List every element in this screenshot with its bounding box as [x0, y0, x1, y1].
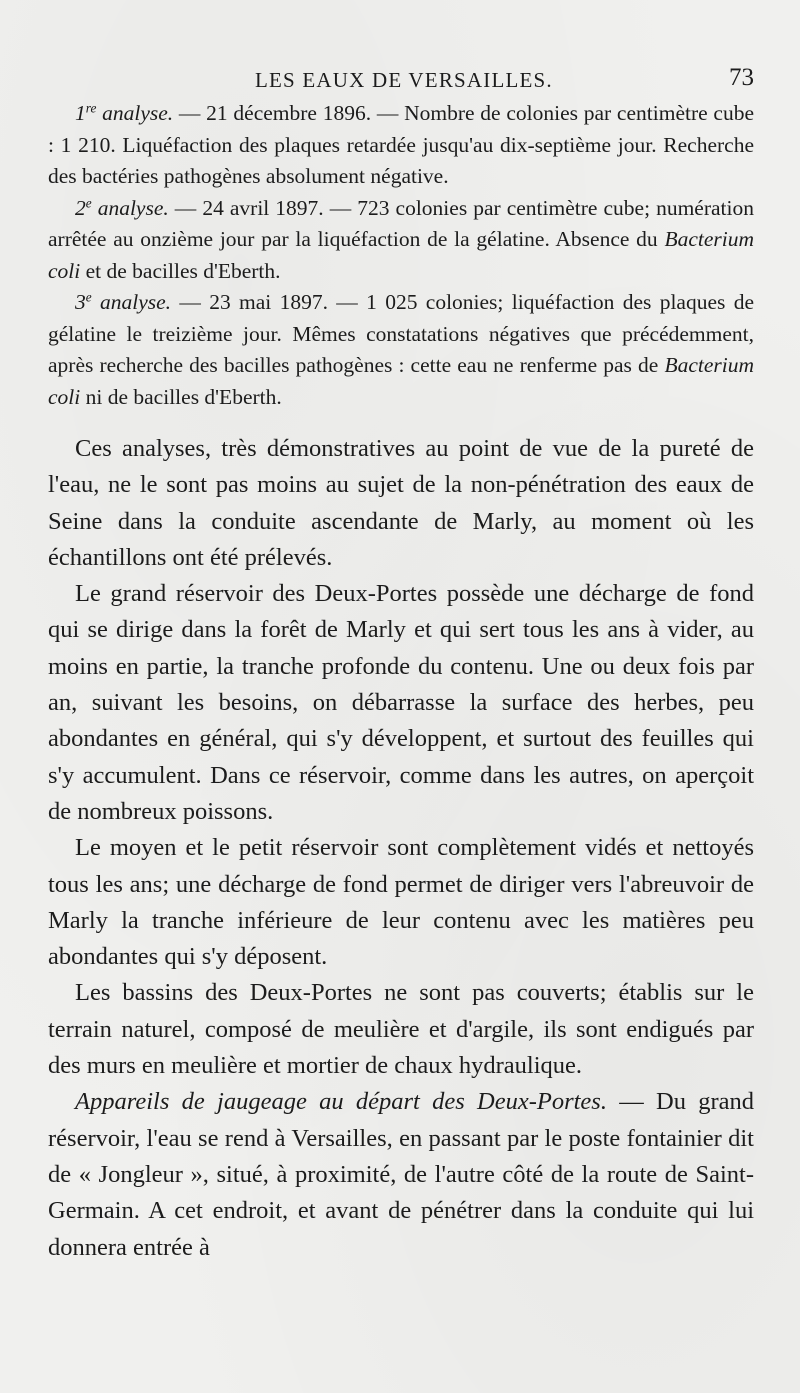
species-name: Bacterium coli	[48, 227, 754, 283]
analysis-label	[75, 196, 169, 220]
body-paragraph-final	[48, 1084, 754, 1265]
analysis-entry	[48, 287, 754, 413]
body-paragraph: Le grand réservoir des Deux-Portes possède une décharge de fond qui se dirige dans la forêt de Marly et qui sert tous les ans à vider, au moins en partie, la tranche profonde du contenu. Une ou deux fois par an, suivant les besoins, on débarrasse la surface des herbes, peu abondantes en général, qui s'y développent, et surtout des feuilles qui s'y accumulent. Dans ce réservoir, comme dans les autres, on aperçoit de nombreux poissons.	[48, 580, 754, 825]
body-text	[48, 431, 754, 1266]
page-number: 73	[729, 64, 754, 91]
analysis-text: — 23 mai 1897. — 1 025 colonies; liquéfaction des plaques de gélatine le treizième jour. Mêmes constatations négatives que précédemment, après recherche des bacilles pathogènes : cette eau ne renferme pas de	[48, 290, 755, 377]
analysis-word: analyse.	[91, 195, 169, 220]
analysis-number: 1	[75, 101, 86, 125]
analysis-word: analyse.	[96, 101, 174, 125]
analysis-ordinal: e	[85, 289, 92, 305]
analysis-text: — 24 avril 1897. — 723 colonies par centimètre cube; numération arrêtée au onzième jour par la liquéfaction de la gélatine. Absence du	[48, 195, 754, 251]
analysis-text-end: ni de bacilles d'Eberth.	[80, 384, 282, 409]
analysis-text: — 21 décembre 1896. — Nombre de colonies par centimètre cube : 1 210. Liquéfaction des plaques retardée jusqu'au dix-septième jour. Recherche des bactéries pathogènes absolument négative.	[48, 101, 754, 188]
analysis-number: 3	[75, 290, 86, 314]
species-name: Bacterium coli	[48, 353, 754, 409]
section-text: — Du grand réservoir, l'eau se rend à Versailles, en passant par le poste fontainier dit de « Jongleur », situé, à proximité, de l'autre côté de la route de Saint-Germain. A cet endroit, et avant de pénétrer dans la conduite qui lui donnera entrée à	[48, 1088, 754, 1261]
analysis-word: analyse.	[91, 290, 172, 314]
running-head	[48, 0, 754, 118]
analysis-label	[75, 290, 171, 314]
body-paragraph: Les bassins des Deux-Portes ne sont pas couverts; établis sur le terrain naturel, composé de meulière et d'argile, ils sont endigués par des murs en meulière et mortier de chaux hydraulique.	[48, 979, 754, 1080]
section-heading: Appareils de jaugeage au départ des Deux-Portes.	[75, 1088, 607, 1116]
body-paragraph: Ces analyses, très démonstratives au point de vue de la pureté de l'eau, ne le sont pas moins au sujet de la non-pénétration des eaux de Seine dans la conduite ascendante de Marly, au moment où les échantillons ont été prélevés.	[48, 435, 754, 571]
body-paragraph: Le moyen et le petit réservoir sont complètement vidés et nettoyés tous les ans; une décharge de fond permet de diriger vers l'abreuvoir de Marly la tranche inférieure de leur contenu avec les matières peu abondantes qui s'y déposent.	[48, 834, 754, 971]
running-title: LES EAUX DE VERSAILLES.	[255, 68, 553, 92]
analysis-entry	[48, 193, 754, 288]
analyses-block	[48, 98, 754, 413]
analysis-number: 2	[75, 195, 86, 220]
analysis-ordinal: e	[85, 195, 92, 211]
analysis-text-end: et de bacilles d'Eberth.	[80, 258, 281, 283]
analysis-ordinal: re	[85, 100, 97, 116]
